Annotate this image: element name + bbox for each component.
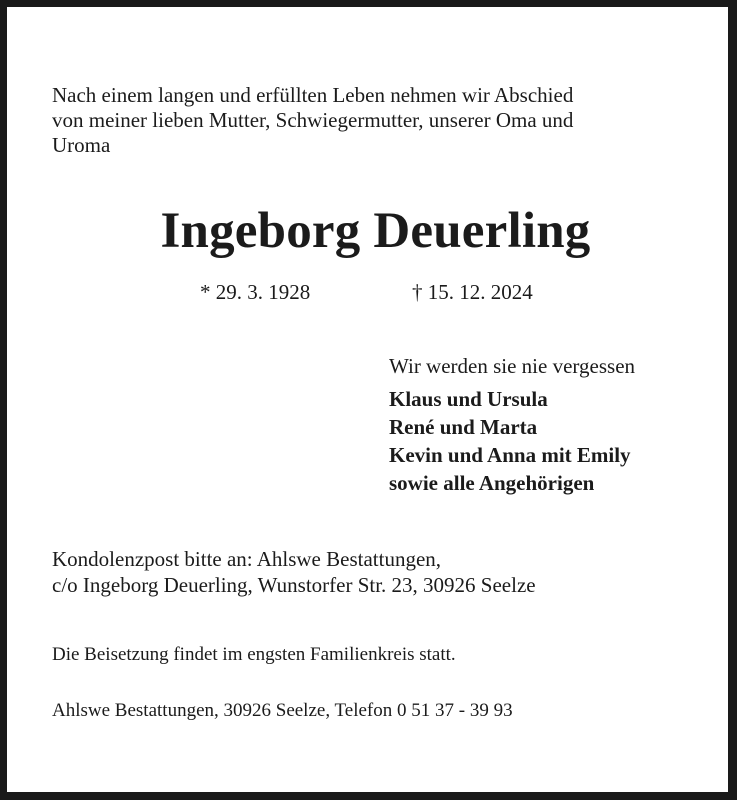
condolence-address [52, 546, 722, 598]
death-date: † 15. 12. 2024 [412, 280, 533, 304]
birth-date: * 29. 3. 1928 [200, 280, 311, 304]
intro-text [52, 83, 712, 158]
undertaker-contact: Ahlswe Bestattungen, 30926 Seelze, Telefon 0 51 37 - 39 93 [52, 700, 513, 721]
mourner-name: sowie alle Angehörigen [389, 471, 595, 495]
burial-note: Die Beisetzung findet im engsten Familienkreis statt. [52, 644, 456, 665]
mourners-heading: Wir werden sie nie vergessen [389, 354, 636, 378]
mourner-name: Kevin und Anna mit Emily [389, 443, 631, 467]
mourner-name: René und Marta [389, 415, 538, 439]
condolence-line: c/o Ingeborg Deuerling, Wunstorfer Str. 23, 30926 Seelze [52, 573, 536, 597]
deceased-name: Ingeborg Deuerling [160, 203, 591, 259]
intro-line: Uroma [52, 133, 111, 157]
intro-line: von meiner lieben Mutter, Schwiegermutter, unserer Oma und [52, 108, 574, 132]
condolence-line: Kondolenzpost bitte an: Ahlswe Bestattungen, [52, 547, 442, 571]
mourners-block [389, 352, 729, 497]
mourner-name: Klaus und Ursula [389, 387, 548, 411]
intro-line: Nach einem langen und erfüllten Leben nehmen wir Abschied [52, 83, 574, 107]
